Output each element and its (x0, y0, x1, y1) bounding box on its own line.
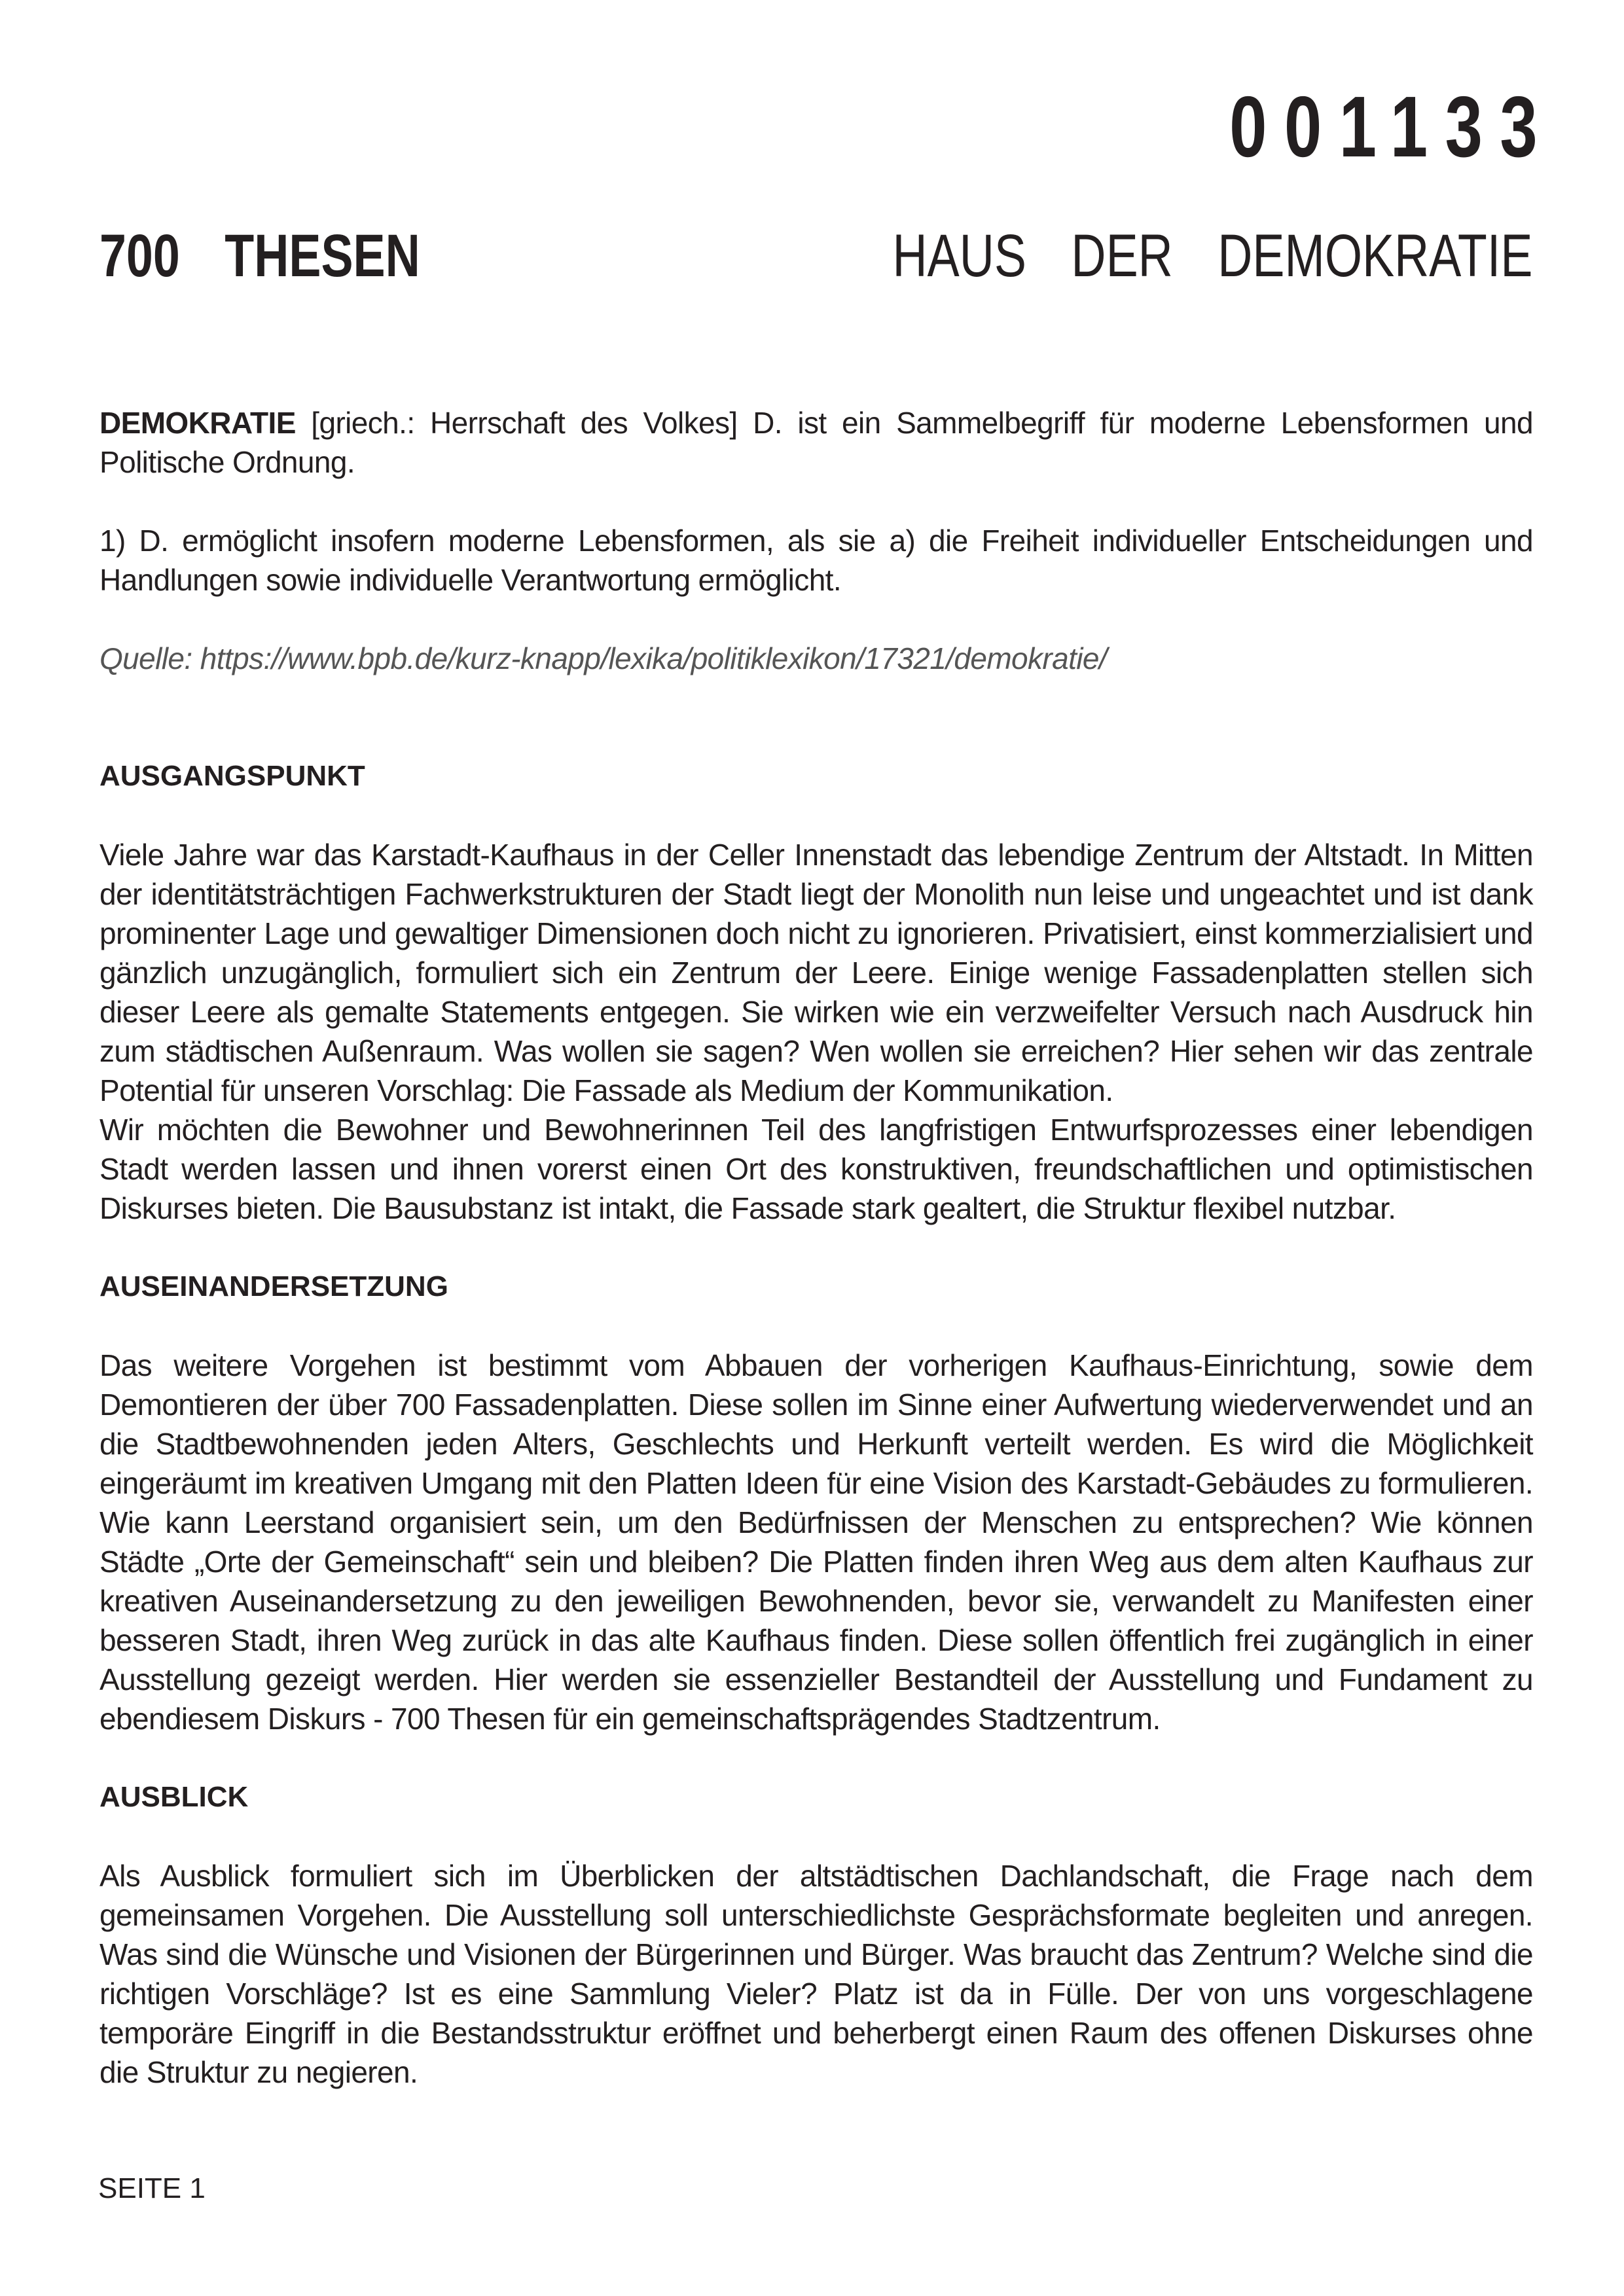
document-body (99, 403, 1533, 2092)
definition-term: DEMOKRATIE (99, 406, 296, 440)
section-heading-auseinandersetzung: AUSEINANDERSETZUNG (99, 1270, 448, 1302)
definition-paragraph (99, 403, 1533, 482)
ausgangspunkt-paragraph-1: Viele Jahre war das Karstadt-Kaufhaus in der Celler Innenstadt das lebendige Zentrum der Altstadt. In Mitten der identitätsträchtigen Fachwerkstrukturen der Stadt liegt der Monolith nun leise und ungeachtet und ist dank prominenter Lage und gewaltiger Dimensionen doch nicht zu ignorieren. Privatisiert, einst kommerzialisiert und gänzlich unzugänglich, formuliert sich ein Zentrum der Leere. Einige wenige Fassadenplatten stellen sich dieser Leere als gemalte Statements entgegen. Sie wirken wie ein verzweifelter Versuch nach Ausdruck hin zum städtischen Außenraum. Was wollen sie sagen? Wen wollen sie erreichen? Hier sehen wir das zentrale Potential für unseren Vorschlag: Die Fassade als Medium der Kommunikation. (99, 838, 1533, 1107)
section-heading-ausgangspunkt: AUSGANGSPUNKT (99, 760, 365, 792)
project-subtitle: HAUS DER DEMOKRATIE (892, 223, 1532, 289)
auseinandersetzung-paragraph: Das weitere Vorgehen ist bestimmt vom Abbauen der vorherigen Kaufhaus-Einrichtung, sowie dem Demontieren der über 700 Fassadenplatten. Diese sollen im Sinne einer Aufwertung wiederverwendet und an die Stadtbewohnenden jeden Alters, Geschlechts und Herkunft verteilt werden. Es wird die Möglichkeit eingeräumt im kreativen Umgang mit den Platten Ideen für eine Vision des Karstadt-Gebäudes zu formulieren. Wie kann Leerstand organisiert sein, um den Bedürfnissen der Menschen zu entsprechen? Wie können Städte „Orte der Gemeinschaft“ sein und bleiben? Die Platten finden ihren Weg aus dem alten Kaufhaus zur kreativen Auseinandersetzung zu den jeweiligen Bewohnenden, bevor sie, verwandelt zu Manifesten einer besseren Stadt, ihren Weg zurück in das alte Kaufhaus finden. Diese sollen öffentlich frei zugänglich in einer Ausstellung gezeigt werden. Hier werden sie essenzieller Bestandteil der Ausstellung und Fundament zu ebendiesem Diskurs - 700 Thesen für ein gemeinschaftsprägendes Stadtzentrum. (99, 1348, 1533, 1736)
project-title: 700 THESEN (99, 223, 420, 289)
definition-text: [griech.: Herrschaft des Volkes] D. ist ein Sammelbegriff für moderne Lebensformen und Politische Ordnung. (99, 406, 1533, 479)
ausblick-paragraph: Als Ausblick formuliert sich im Überblicken der altstädtischen Dachlandschaft, die Frage nach dem gemeinsamen Vorgehen. Die Ausstellung soll unterschiedlichste Gesprächsformate begleiten und anregen. Was sind die Wünsche und Visionen der Bürgerinnen und Bürger. Was braucht das Zentrum? Welche sind die richtigen Vorschläge? Ist es eine Sammlung Vieler? Platz ist da in Fülle. Der von uns vorgeschlagene temporäre Eingriff in die Bestandsstruktur eröffnet und beherbergt einen Raum des offenen Diskurses ohne die Struktur zu negieren. (99, 1859, 1533, 2089)
section-heading-ausblick: AUSBLICK (99, 1781, 249, 1813)
ausgangspunkt-paragraph-2: Wir möchten die Bewohner und Bewohnerinnen Teil des langfristigen Entwurfsprozesses einer lebendigen Stadt werden lassen und ihnen vorerst einen Ort des konstruktiven, freundschaftlichen und optimistischen Diskurses bieten. Die Bausubstanz ist intakt, die Fassade stark gealtert, die Struktur flexibel nutzbar. (99, 1113, 1533, 1225)
definition-point-1: 1) D. ermöglicht insofern moderne Lebensformen, als sie a) die Freiheit individueller Entscheidungen und Handlungen sowie individuelle Verantwortung ermöglicht. (99, 524, 1533, 597)
document-number: 001133 (1229, 79, 1555, 175)
page-footer-label: SEITE 1 (98, 2172, 206, 2204)
source-citation: Quelle: https://www.bpb.de/kurz-knapp/lexika/politiklexikon/17321/demokratie/ (99, 641, 1108, 675)
